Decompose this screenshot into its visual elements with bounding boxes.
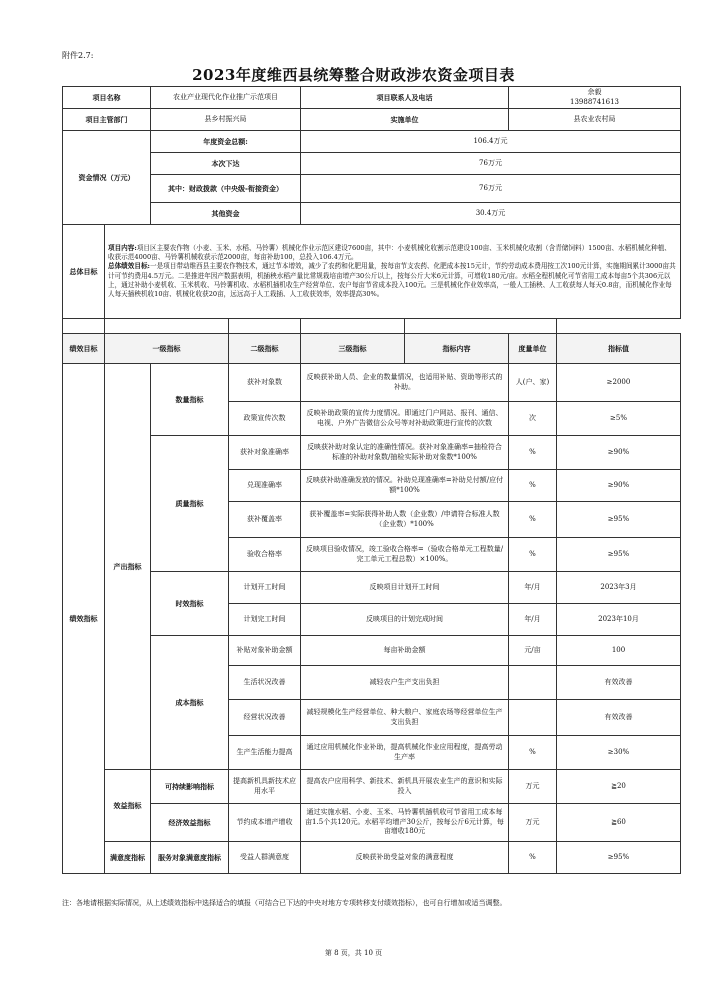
content-cell: 反映获补助人员、企业的数量情况，也适用补贴、资助等形式的补助。 bbox=[301, 364, 509, 402]
service-group: 服务对象满意度指标 bbox=[151, 842, 229, 874]
header-level2: 二级指标 bbox=[229, 334, 301, 364]
value-cell: ≧20 bbox=[557, 770, 681, 804]
level3-cell: 获补覆盖率 bbox=[229, 502, 301, 538]
level3-cell: 受益人群满意度 bbox=[229, 842, 301, 874]
content-cell: 反映项目计划开工时间 bbox=[301, 572, 509, 604]
value-cell: ≥5% bbox=[557, 402, 681, 436]
unit-cell: 元/亩 bbox=[509, 636, 557, 666]
content-cell: 减轻农户生产支出负担 bbox=[301, 666, 509, 700]
timeliness-group: 时效指标 bbox=[151, 572, 229, 636]
value-cell: 有效改善 bbox=[557, 666, 681, 700]
content-cell: 获补覆盖率=实际获得补助人数（企业数）/申请符合标准人数（企业数）*100% bbox=[301, 502, 509, 538]
unit-cell: 年/月 bbox=[509, 572, 557, 604]
level3-cell: 经营状况改善 bbox=[229, 700, 301, 736]
unit-cell: 万元 bbox=[509, 770, 557, 804]
level3-cell: 验收合格率 bbox=[229, 538, 301, 572]
level3-cell: 兑现准确率 bbox=[229, 470, 301, 502]
header-unit: 度量单位 bbox=[509, 334, 557, 364]
unit-cell bbox=[509, 666, 557, 700]
content-cell: 通过应用机械化作业补助，提高机械化作业应用程度，提高劳动生产率 bbox=[301, 736, 509, 770]
level3-cell: 提高新机具新技术应用水平 bbox=[229, 770, 301, 804]
header-content: 指标内容 bbox=[405, 334, 509, 364]
footnote: 注：各地请根据实际情况，从上述绩效指标中选择适合的填报（可结合已下达的中央对地方专项转移支付绩效指标），也可自行增加或适当调整。 bbox=[62, 899, 507, 907]
header-value: 指标值 bbox=[557, 334, 681, 364]
funds-row-label: 本次下达 bbox=[151, 153, 301, 175]
goal-text bbox=[105, 225, 681, 319]
level3-cell: 获补对象准确率 bbox=[229, 436, 301, 470]
value-cell: 有效改善 bbox=[557, 700, 681, 736]
quantity-group: 数量指标 bbox=[151, 364, 229, 436]
goal-perf: 一是项目带动维西县主要农作物技术，通过节本增效，减少了农药和化肥用量，按每亩节支农药、化肥成本按15元计，节约劳动成本费用按工次100元计算，实施期间累计3000亩共计可节约费用4.5万元。二是推进年因产数据表明，机插秧水稻产量比常规栽培亩增产30公斤以上，按每公斤大米6元计算，可增收180元/亩。水稻全程机械化可节省用工成本每亩5个共306元以上，通过补助小麦机收、玉米机收、马铃薯机收、水稻机插机收生产经营单位、农户每亩节省成本投入100元。三是机械化作业效率高，一般人工插秧、人工收获每人每天0.8亩，而机械化作业每人每天插秧机收10亩、机械化收获20亩，远远高于人工栽插、人工收获效率，效率提高30%。 bbox=[108, 262, 676, 298]
funds-label: 资金情况（万元） bbox=[63, 131, 151, 225]
value-cell: 2023年3月 bbox=[557, 572, 681, 604]
content-cell: 反映项目的计划完成时间 bbox=[301, 604, 509, 636]
unit-cell: % bbox=[509, 538, 557, 572]
unit-cell: 次 bbox=[509, 402, 557, 436]
value-cell: ≥95% bbox=[557, 502, 681, 538]
quality-group: 质量指标 bbox=[151, 436, 229, 572]
value-cell: ≥90% bbox=[557, 470, 681, 502]
goal-content: 项目区主要农作物（小麦、玉米、水稻、马铃薯）机械化作业示范区建设7600亩，其中：小麦机械化收割示范建设100亩、玉米机械化收割（含青储饲料）1500亩、水稻机械化种植、收获示范4000亩、马铃薯机械收获示范2000亩，每亩补助100，总投入106.4万元。 bbox=[108, 243, 671, 262]
page-number: 第 8 页，共 10 页 bbox=[324, 949, 383, 957]
contact-phone: 13988741613 bbox=[570, 97, 619, 106]
header-level1: 一级指标 bbox=[105, 334, 229, 364]
satisfaction-label: 满意度指标 bbox=[105, 842, 151, 874]
level3-cell: 计划完工时间 bbox=[229, 604, 301, 636]
unit-cell bbox=[509, 700, 557, 736]
header-goal: 绩效目标 bbox=[63, 334, 105, 364]
contact-name: 余毅 bbox=[587, 88, 602, 97]
funds-row-label: 年度资金总额: bbox=[151, 131, 301, 153]
unit-cell: % bbox=[509, 736, 557, 770]
header-level3: 三级指标 bbox=[301, 334, 405, 364]
value-cell: 2023年10月 bbox=[557, 604, 681, 636]
value-cell: ≧60 bbox=[557, 804, 681, 842]
level3-cell: 计划开工时间 bbox=[229, 572, 301, 604]
page-title: 2023年度维西县统筹整合财政涉农资金项目表 bbox=[192, 66, 515, 84]
content-cell: 反映补助政策的宣传力度情况。即通过门户网站、报刊、通信、电视、户外广告微信公众号等对补助政策进行宣传的次数 bbox=[301, 402, 509, 436]
unit-cell: 人(户、家) bbox=[509, 364, 557, 402]
funds-row-label: 其中：财政拨款（中央级-衔接资金） bbox=[151, 175, 301, 203]
level3-cell: 生活状况改善 bbox=[229, 666, 301, 700]
unit-label: 实施单位 bbox=[301, 109, 509, 131]
economic-group: 经济效益指标 bbox=[151, 804, 229, 842]
cost-group: 成本指标 bbox=[151, 636, 229, 770]
contact-cell bbox=[509, 87, 681, 109]
content-cell: 提高农户应用科学、新技术、新机具开展农业生产的意识和实际投入 bbox=[301, 770, 509, 804]
dept-label: 项目主管部门 bbox=[63, 109, 151, 131]
funds-row-value: 30.4万元 bbox=[301, 203, 681, 225]
unit-cell: % bbox=[509, 470, 557, 502]
value-cell: ≥95% bbox=[557, 538, 681, 572]
content-cell: 反映获补助对象认定的准确性情况。获补对象准确率=抽检符合标准的补助对象数/抽检实际补助对象数*100% bbox=[301, 436, 509, 470]
goal-label: 总体目标 bbox=[63, 225, 105, 319]
goal-perf-label: 总体绩效目标: bbox=[108, 262, 150, 271]
project-name: 农业产业现代化作业推广示范项目 bbox=[151, 87, 301, 109]
unit-cell: % bbox=[509, 842, 557, 874]
funds-row-value: 76万元 bbox=[301, 153, 681, 175]
content-cell: 反映获补助受益对象的满意程度 bbox=[301, 842, 509, 874]
output-label: 产出指标 bbox=[105, 364, 151, 770]
value-cell: ≥95% bbox=[557, 842, 681, 874]
level3-cell: 补贴对象补助金额 bbox=[229, 636, 301, 666]
dept-value: 县乡村振兴局 bbox=[151, 109, 301, 131]
level3-cell: 生产生活能力提高 bbox=[229, 736, 301, 770]
funds-row-value: 106.4万元 bbox=[301, 131, 681, 153]
level3-cell: 节约成本增产增收 bbox=[229, 804, 301, 842]
content-cell: 减轻规模化生产经营单位、种大粮户、家庭农场等经营单位生产支出负担 bbox=[301, 700, 509, 736]
level3-cell: 获补对象数 bbox=[229, 364, 301, 402]
funds-row-label: 其他资金 bbox=[151, 203, 301, 225]
goal-content-label: 项目内容: bbox=[108, 243, 137, 252]
content-cell: 每亩补助金额 bbox=[301, 636, 509, 666]
contact-label: 项目联系人及电话 bbox=[301, 87, 509, 109]
unit-cell: % bbox=[509, 436, 557, 470]
content-cell: 通过实施水稻、小麦、玉米、马铃薯机插机收可节省用工成本每亩1.5个共120元。水稻平均增产30公斤，按每公斤6元计算，每亩增收180元 bbox=[301, 804, 509, 842]
indicator-table bbox=[62, 363, 681, 874]
content-cell: 反映项目验收情况，竣工验收合格率=（验收合格单元工程数量/完工单元工程总数）×100%。 bbox=[301, 538, 509, 572]
value-cell: 100 bbox=[557, 636, 681, 666]
project-table bbox=[62, 86, 681, 349]
project-name-label: 项目名称 bbox=[63, 87, 151, 109]
value-cell: ≥30% bbox=[557, 736, 681, 770]
unit-cell: % bbox=[509, 502, 557, 538]
unit-value: 县农业农村局 bbox=[509, 109, 681, 131]
indicator-header bbox=[62, 333, 681, 364]
content-cell: 反映获补助准确发放的情况。补助兑现准确率=补助兑付额/应付额*100% bbox=[301, 470, 509, 502]
value-cell: ≥2000 bbox=[557, 364, 681, 402]
value-cell: ≥90% bbox=[557, 436, 681, 470]
funds-row-value: 76万元 bbox=[301, 175, 681, 203]
indicator-label: 绩效指标 bbox=[63, 364, 105, 874]
unit-cell: 万元 bbox=[509, 804, 557, 842]
attachment-label: 附件2.7: bbox=[62, 51, 94, 60]
level3-cell: 政策宣传次数 bbox=[229, 402, 301, 436]
benefit-label: 效益指标 bbox=[105, 770, 151, 842]
unit-cell: 年/月 bbox=[509, 604, 557, 636]
sustain-group: 可持续影响指标 bbox=[151, 770, 229, 804]
